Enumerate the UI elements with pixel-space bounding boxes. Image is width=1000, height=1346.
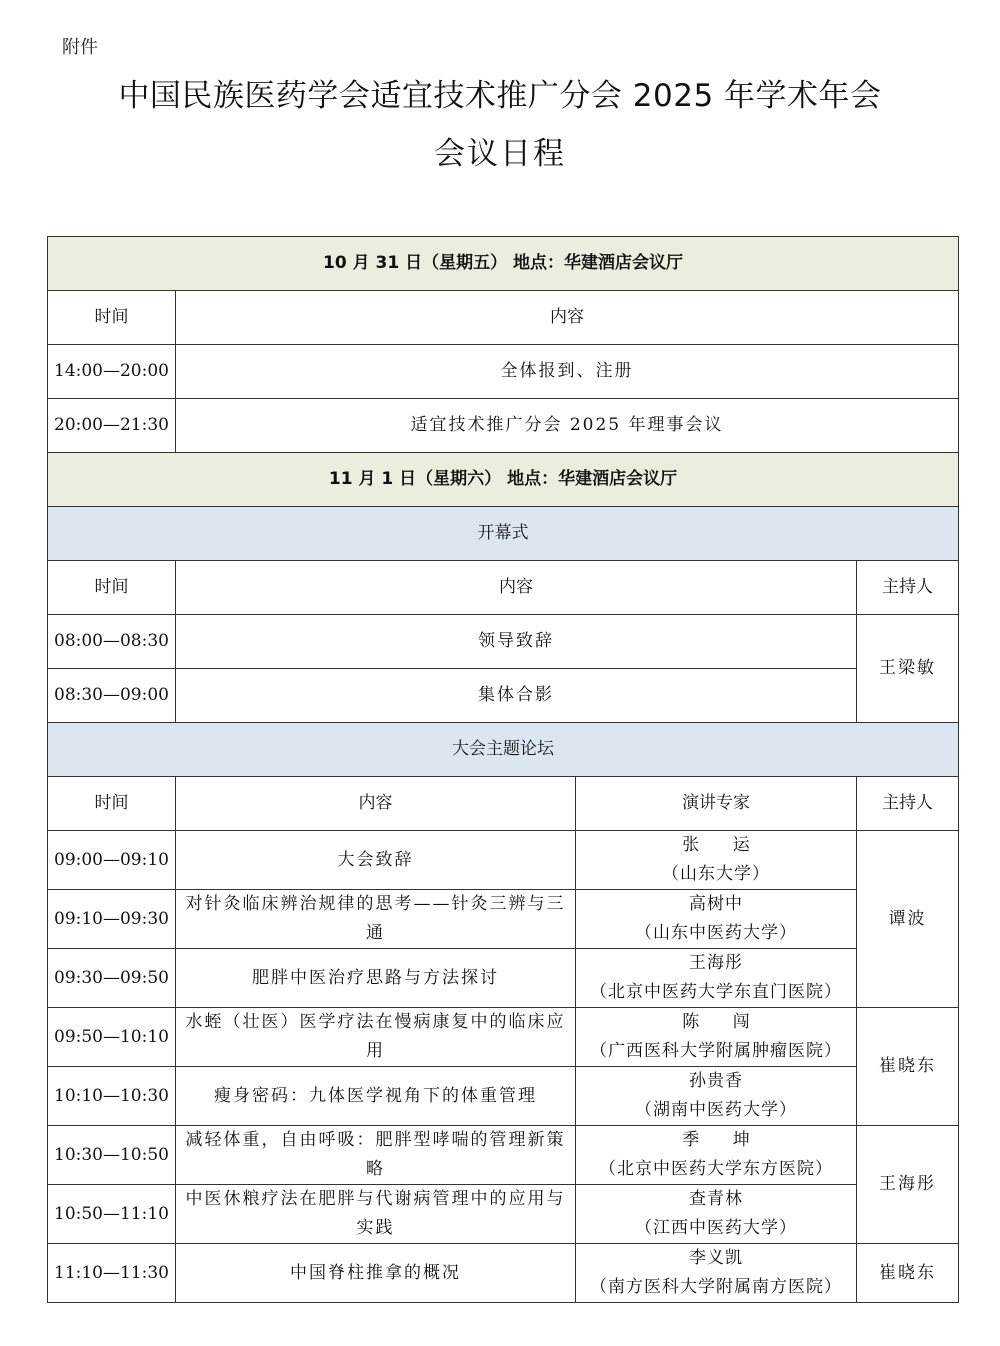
speaker-name: 高树中 xyxy=(689,894,743,914)
day-banner xyxy=(48,453,959,507)
row-content: 肥胖中医治疗思路与方法探讨 xyxy=(176,949,576,1008)
speaker-affiliation: （北京中医药大学东方医院） xyxy=(599,1159,833,1179)
day2-banner: 11 月 1 日（星期六） 地点：华建酒店会议厅 xyxy=(48,453,959,507)
table-header-row xyxy=(48,561,959,615)
table-row xyxy=(48,1126,959,1185)
speaker-affiliation: （山东中医药大学） xyxy=(635,923,797,943)
day1-banner: 10 月 31 日（星期五） 地点：华建酒店会议厅 xyxy=(48,237,959,291)
header-host: 主持人 xyxy=(857,777,959,831)
table-row xyxy=(48,949,959,1008)
row-time: 08:30—09:00 xyxy=(48,669,176,723)
speaker-name: 季 坤 xyxy=(682,1130,764,1150)
table-row xyxy=(48,345,959,399)
row-host: 崔晓东 xyxy=(857,1244,959,1303)
row-content: 领导致辞 xyxy=(176,615,857,669)
row-time: 11:10—11:30 xyxy=(48,1244,176,1303)
speaker-name: 孙贵香 xyxy=(689,1071,743,1091)
table-row xyxy=(48,615,959,669)
schedule-table xyxy=(47,236,959,1303)
row-time: 10:10—10:30 xyxy=(48,1067,176,1126)
row-speaker xyxy=(576,1067,857,1126)
section-banner xyxy=(48,507,959,561)
row-time: 09:50—10:10 xyxy=(48,1008,176,1067)
row-time: 10:30—10:50 xyxy=(48,1126,176,1185)
header-time: 时间 xyxy=(48,561,176,615)
row-content: 集体合影 xyxy=(176,669,857,723)
header-host: 主持人 xyxy=(857,561,959,615)
speaker-name: 陈 闯 xyxy=(682,1012,764,1032)
row-content: 水蛭（壮医）医学疗法在慢病康复中的临床应用 xyxy=(176,1008,576,1067)
table-row xyxy=(48,1067,959,1126)
speaker-name: 李义凯 xyxy=(689,1248,743,1268)
table-row xyxy=(48,831,959,890)
row-content: 全体报到、注册 xyxy=(176,345,959,399)
speaker-name: 王海彤 xyxy=(689,953,743,973)
day-banner xyxy=(48,237,959,291)
table-row xyxy=(48,1185,959,1244)
table-row xyxy=(48,1008,959,1067)
row-content: 中医休粮疗法在肥胖与代谢病管理中的应用与实践 xyxy=(176,1185,576,1244)
table-row xyxy=(48,890,959,949)
attachment-label: 附件 xyxy=(62,37,98,58)
speaker-affiliation: （湖南中医药大学） xyxy=(635,1100,797,1120)
row-time: 09:10—09:30 xyxy=(48,890,176,949)
row-time: 10:50—11:10 xyxy=(48,1185,176,1244)
row-content: 中国脊柱推拿的概况 xyxy=(176,1244,576,1303)
document-subtitle: 会议日程 xyxy=(434,136,566,172)
row-speaker xyxy=(576,890,857,949)
header-content: 内容 xyxy=(176,777,576,831)
table-row xyxy=(48,669,959,723)
table-header-row xyxy=(48,777,959,831)
speaker-affiliation: （南方医科大学附属南方医院） xyxy=(590,1277,842,1297)
header-speaker: 演讲专家 xyxy=(576,777,857,831)
row-host: 崔晓东 xyxy=(857,1008,959,1126)
header-content: 内容 xyxy=(176,291,959,345)
opening-title: 开幕式 xyxy=(48,507,959,561)
row-content: 减轻体重，自由呼吸：肥胖型哮喘的管理新策略 xyxy=(176,1126,576,1185)
row-content: 瘦身密码：九体医学视角下的体重管理 xyxy=(176,1067,576,1126)
row-host: 王海彤 xyxy=(857,1126,959,1244)
row-time: 20:00—21:30 xyxy=(48,399,176,453)
row-speaker xyxy=(576,1185,857,1244)
row-time: 14:00—20:00 xyxy=(48,345,176,399)
header-time: 时间 xyxy=(48,777,176,831)
row-time: 09:30—09:50 xyxy=(48,949,176,1008)
row-speaker xyxy=(576,1008,857,1067)
document-title: 中国民族医药学会适宜技术推广分会 2025 年学术年会 xyxy=(118,78,882,114)
table-header-row xyxy=(48,291,959,345)
row-speaker xyxy=(576,831,857,890)
row-time: 09:00—09:10 xyxy=(48,831,176,890)
row-speaker xyxy=(576,949,857,1008)
row-content: 大会致辞 xyxy=(176,831,576,890)
section-banner xyxy=(48,723,959,777)
table-row xyxy=(48,399,959,453)
speaker-name: 查青林 xyxy=(689,1189,743,1209)
speaker-affiliation: （山东大学） xyxy=(662,864,770,884)
speaker-affiliation: （北京中医药大学东直门医院） xyxy=(590,982,842,1002)
row-speaker xyxy=(576,1126,857,1185)
row-content: 对针灸临床辨治规律的思考——针灸三辨与三通 xyxy=(176,890,576,949)
forum-title: 大会主题论坛 xyxy=(48,723,959,777)
speaker-name: 张 运 xyxy=(682,835,764,855)
row-content: 适宜技术推广分会 2025 年理事会议 xyxy=(176,399,959,453)
row-time: 08:00—08:30 xyxy=(48,615,176,669)
speaker-affiliation: （江西中医药大学） xyxy=(635,1218,797,1238)
row-host: 谭波 xyxy=(857,831,959,1008)
row-speaker xyxy=(576,1244,857,1303)
table-row xyxy=(48,1244,959,1303)
speaker-affiliation: （广西医科大学附属肿瘤医院） xyxy=(590,1041,842,1061)
row-host: 王梁敏 xyxy=(857,615,959,723)
header-content: 内容 xyxy=(176,561,857,615)
header-time: 时间 xyxy=(48,291,176,345)
